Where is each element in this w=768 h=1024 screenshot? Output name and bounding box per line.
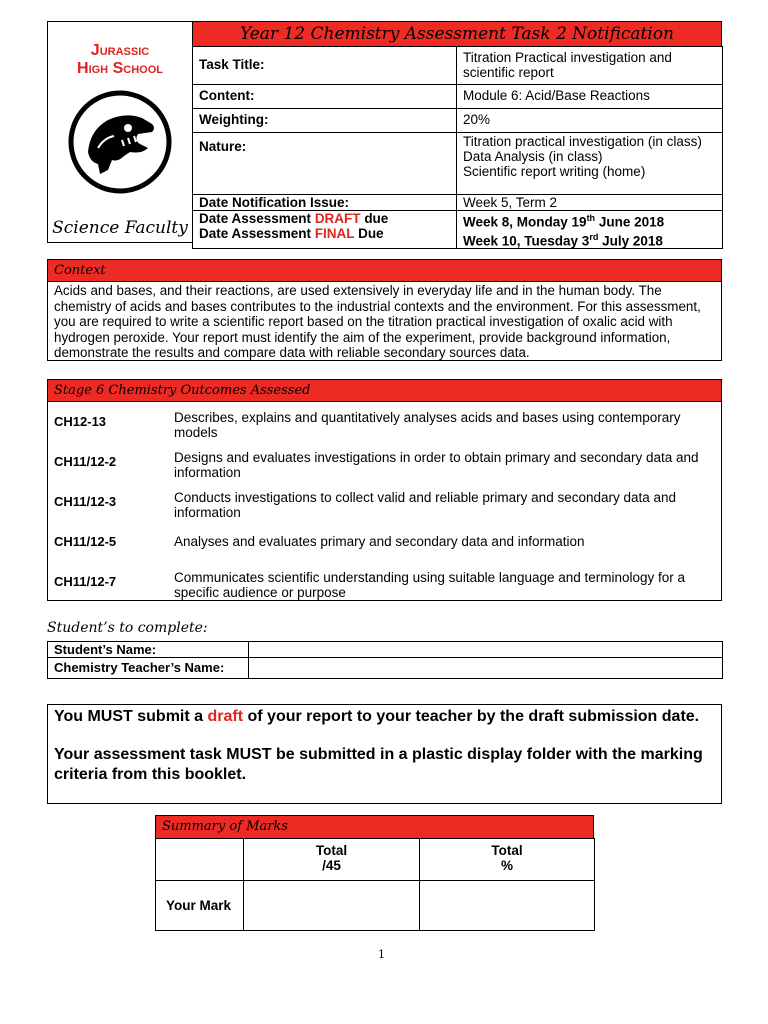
outcomes-heading: Stage 6 Chemistry Outcomes Assessed <box>54 383 311 398</box>
row-value: Module 6: Acid/Base Reactions <box>457 85 723 109</box>
draft-due-label: Date Assessment DRAFT due <box>199 211 389 226</box>
outcomes-heading-bar <box>47 379 722 402</box>
outcome-row <box>54 564 715 604</box>
outcome-row <box>54 404 715 444</box>
marks-heading-bar <box>155 815 594 839</box>
final-due-value: Week 10, Tuesday 3rd July 2018 <box>463 231 663 248</box>
student-name-label: Student’s Name: <box>48 642 249 658</box>
row-value: Titration Practical investigation and scientific report <box>457 47 723 85</box>
outcome-desc: Communicates scientific understanding using suitable language and terminology for a specific audience or purpose <box>174 570 686 600</box>
outcome-code: CH12-13 <box>54 414 107 429</box>
due-dates-row <box>193 211 723 249</box>
context-text: Acids and bases, and their reactions, are used extensively in everyday life and in the human body. The chemistry of acids and bases contributes to the industrial contexts and the environment. For this assessment, you are required to write a scientific report based on the titration practical investigation of oxalic acid with hydrogen peroxide. Your report must identify the aim of the experiment, provide background information, demonstrate the results and compare data with reliable secondary sources data. <box>54 283 701 361</box>
draft-notice: You MUST submit a draft of your report to your teacher by the draft submission date. <box>54 708 700 725</box>
final-due-label: Date Assessment FINAL Due <box>199 226 384 241</box>
outcome-desc: Analyses and evaluates primary and secondary data and information <box>174 534 585 549</box>
page-number: 1 <box>378 948 385 961</box>
draft-due-value: Week 8, Monday 19th June 2018 <box>463 213 665 230</box>
submission-notice <box>47 704 722 804</box>
outcome-row <box>54 444 715 484</box>
total-percent-header: Total % <box>420 839 595 881</box>
row-value: Titration practical investigation (in class) Data Analysis (in class) Scientific report writing (home) <box>457 133 723 195</box>
school-name: Jurassic High School <box>77 42 163 77</box>
your-mark-label: Your Mark <box>156 881 244 931</box>
outcome-code: CH11/12-7 <box>54 574 117 589</box>
outcome-code: CH11/12-5 <box>54 534 117 549</box>
outcomes-box <box>47 401 722 601</box>
row-label: Content: <box>193 85 457 109</box>
context-box <box>47 281 722 361</box>
notification-title-bar <box>192 21 722 47</box>
row-value: 20% <box>457 109 723 133</box>
row-label: Nature: <box>193 133 457 195</box>
outcome-code: CH11/12-2 <box>54 454 117 469</box>
student-heading: Student’s to complete: <box>47 620 208 636</box>
content-row <box>193 85 723 109</box>
student-table <box>47 641 723 679</box>
notification-table <box>192 46 723 249</box>
task-title-row <box>193 47 723 85</box>
outcome-row <box>54 524 715 564</box>
notification-issue-row <box>193 195 723 211</box>
student-name-field[interactable] <box>249 642 723 658</box>
row-label: Date Notification Issue: <box>193 195 457 211</box>
outcome-desc: Describes, explains and quantitatively analyses acids and bases using contemporary models <box>174 410 681 440</box>
weighting-row <box>193 109 723 133</box>
marks-corner-cell <box>156 839 244 881</box>
faculty-label: Science Faculty <box>52 218 188 238</box>
context-heading: Context <box>54 263 106 278</box>
row-label: Weighting: <box>193 109 457 133</box>
nature-row <box>193 133 723 195</box>
folder-notice: Your assessment task MUST be submitted in a plastic display folder with the marking criteria from this booklet. <box>54 746 703 783</box>
t-rex-skull-icon <box>68 90 172 199</box>
outcome-desc: Conducts investigations to collect valid and reliable primary and secondary data and information <box>174 490 677 520</box>
teacher-name-field[interactable] <box>249 658 723 679</box>
teacher-name-label: Chemistry Teacher’s Name: <box>48 658 249 679</box>
context-heading-bar <box>47 259 722 282</box>
school-box <box>47 21 193 243</box>
total-45-field[interactable] <box>244 881 420 931</box>
marks-table <box>155 838 595 931</box>
row-label: Task Title: <box>193 47 457 85</box>
outcome-code: CH11/12-3 <box>54 494 117 509</box>
notification-title: Year 12 Chemistry Assessment Task 2 Notification <box>240 24 674 44</box>
row-value: Week 5, Term 2 <box>457 195 723 211</box>
outcome-desc: Designs and evaluates investigations in order to obtain primary and secondary data and information <box>174 450 699 480</box>
total-percent-field[interactable] <box>420 881 595 931</box>
outcome-row <box>54 484 715 524</box>
total-45-header: Total /45 <box>244 839 420 881</box>
marks-heading: Summary of Marks <box>162 819 288 834</box>
